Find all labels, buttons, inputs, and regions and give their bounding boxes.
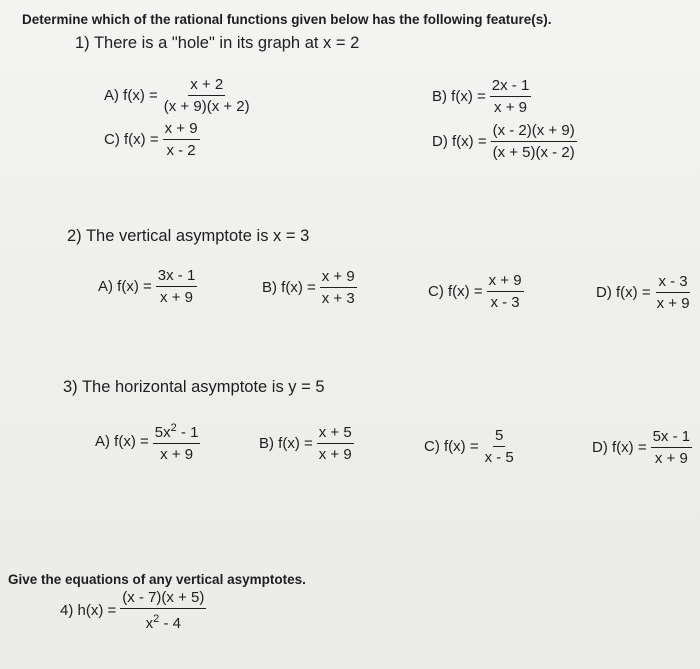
q1-a-fraction xyxy=(162,76,252,115)
q4-label: 4) h(x) = xyxy=(60,602,117,619)
q3-option-d xyxy=(592,428,692,467)
q2-d-label: D) f(x) = xyxy=(596,284,651,301)
q4-den-exponent: 2 xyxy=(153,613,160,625)
q2-d-fraction xyxy=(655,273,692,312)
q3-b-numerator: x + 5 xyxy=(317,424,354,444)
q4-denominator xyxy=(144,609,183,632)
q2-d-denominator: x + 9 xyxy=(656,295,690,312)
q4-numerator: (x - 7)(x + 5) xyxy=(120,589,206,609)
q1-d-numerator: (x - 2)(x + 9) xyxy=(491,122,577,142)
q2-c-fraction xyxy=(487,272,524,311)
q2-option-c xyxy=(428,272,524,311)
q3-c-label: C) f(x) = xyxy=(424,438,479,455)
q1-d-denominator: (x + 5)(x - 2) xyxy=(492,144,575,161)
q1-b-denominator: x + 9 xyxy=(494,99,527,116)
q4-den-base: x xyxy=(145,615,154,632)
question-3-prompt: 3) The horizontal asymptote is y = 5 xyxy=(63,378,325,396)
q2-option-d xyxy=(596,273,692,312)
question-1-prompt: 1) There is a "hole" in its graph at x = 2 xyxy=(75,34,360,52)
q2-c-denominator: x - 3 xyxy=(490,294,520,311)
q2-c-label: C) f(x) = xyxy=(428,283,483,300)
q1-c-fraction xyxy=(163,120,200,159)
q3-b-fraction xyxy=(317,424,354,463)
q1-a-numerator: x + 2 xyxy=(188,76,225,96)
q2-option-b xyxy=(262,268,357,307)
q3-a-fraction xyxy=(153,420,201,463)
q2-b-label: B) f(x) = xyxy=(262,279,316,296)
q3-option-b xyxy=(259,424,354,463)
q3-a-num-rest: - 1 xyxy=(176,424,199,441)
q1-c-label: C) f(x) = xyxy=(104,131,159,148)
q2-b-denominator: x + 3 xyxy=(321,290,355,307)
q2-a-denominator: x + 9 xyxy=(160,289,193,306)
q2-a-fraction xyxy=(156,267,198,306)
q1-a-denominator: (x + 9)(x + 2) xyxy=(163,98,250,115)
q3-c-numerator: 5 xyxy=(493,427,505,447)
q1-option-a xyxy=(104,76,252,115)
q1-c-denominator: x - 2 xyxy=(166,142,196,159)
q1-d-fraction xyxy=(491,122,577,161)
instruction-text: Determine which of the rational functions given below has the following feature(s). xyxy=(22,12,552,27)
q2-c-numerator: x + 9 xyxy=(487,272,524,292)
q3-c-fraction xyxy=(483,427,516,466)
q3-a-denominator: x + 9 xyxy=(160,446,194,463)
q1-option-c xyxy=(104,120,200,159)
q1-option-d xyxy=(432,122,577,161)
q3-d-numerator: 5x - 1 xyxy=(651,428,693,448)
q1-b-numerator: 2x - 1 xyxy=(490,77,532,97)
q1-b-label: B) f(x) = xyxy=(432,88,486,105)
q3-d-fraction xyxy=(651,428,693,467)
q3-a-num-exponent: 2 xyxy=(170,422,177,434)
q4-expression xyxy=(60,589,206,632)
q3-a-label: A) f(x) = xyxy=(95,433,149,450)
question-2-prompt: 2) The vertical asymptote is x = 3 xyxy=(67,227,310,245)
q3-d-denominator: x + 9 xyxy=(654,450,688,467)
q3-d-label: D) f(x) = xyxy=(592,439,647,456)
instruction-2-text: Give the equations of any vertical asymptotes. xyxy=(8,572,306,587)
q1-b-fraction xyxy=(490,77,532,116)
q2-a-numerator: 3x - 1 xyxy=(156,267,198,287)
q2-d-numerator: x - 3 xyxy=(656,273,689,293)
q1-a-label: A) f(x) = xyxy=(104,87,158,104)
q3-c-denominator: x - 5 xyxy=(484,449,514,466)
q4-den-rest: - 4 xyxy=(159,615,181,632)
q2-a-label: A) f(x) = xyxy=(98,278,152,295)
q3-a-num-base: 5x xyxy=(154,424,171,441)
q3-option-a xyxy=(95,420,200,463)
q3-b-label: B) f(x) = xyxy=(259,435,313,452)
q2-b-numerator: x + 9 xyxy=(320,268,357,288)
q2-option-a xyxy=(98,267,197,306)
q4-fraction xyxy=(120,589,206,632)
q3-b-denominator: x + 9 xyxy=(318,446,352,463)
q1-c-numerator: x + 9 xyxy=(163,120,200,140)
q3-a-numerator xyxy=(153,420,201,444)
q2-b-fraction xyxy=(320,268,357,307)
q1-option-b xyxy=(432,77,531,116)
q3-option-c xyxy=(424,427,516,466)
q1-d-label: D) f(x) = xyxy=(432,133,487,150)
